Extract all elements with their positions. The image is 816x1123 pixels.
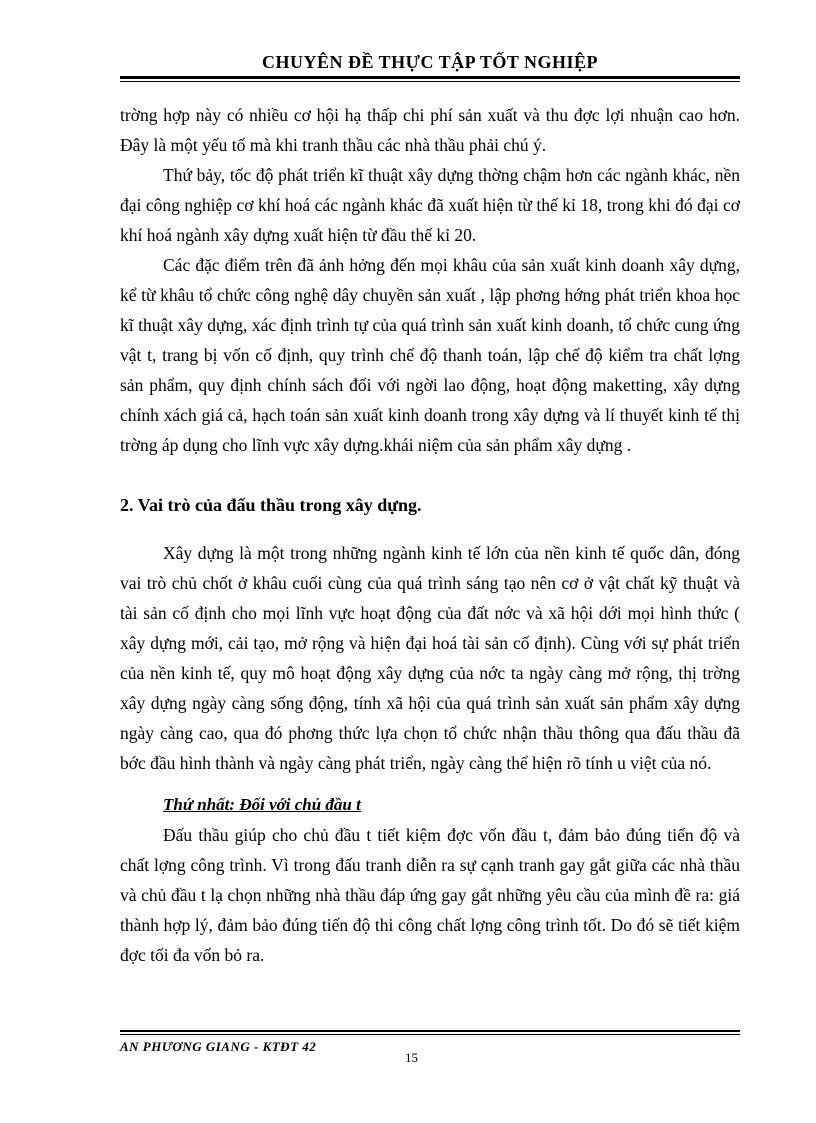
paragraph-2: Thứ bảy, tốc độ phát triển kĩ thuật xây dựng thờng chậm hơn các ngành khác, nền đại công nghiệp cơ khí hoá các ngành khác đã xuất hiện từ thế kỉ 18, trong khi đó đại cơ khí hoá ngành xây dựng xuất hiện từ đầu thế kỉ 20.	[120, 165, 740, 245]
paragraph-4: Xây dựng là một trong những ngành kinh tế lớn của nền kinh tế quốc dân, đóng vai trò chủ chốt ở khâu cuối cùng của quá trình sáng tạo nên cơ ở vật chất kỹ thuật và tài sản cố định cho mọi lĩnh vực hoạt động của đất nớc và xã hội dới mọi hình thức ( xây dựng mới, cải tạo, mở rộng và hiện đại hoá tài sản cố định). Cùng với sự phát triển của nền kinh tế, quy mô hoạt động xây dựng của nớc ta ngày càng mở rộng, thị trờng xây dựng ngày càng sống động, tính xã hội của quá trình sản xuất sản phẩm xây dựng ngày càng cao, qua đó phơng thức lựa chọn tổ chức nhận thầu thông qua đấu thầu đã bớc đầu hình thành và ngày càng phát triển, ngày càng thể hiện rõ tính u việt của nó.	[120, 543, 740, 773]
header-title: CHUYÊN ĐỀ THỰC TẬP TỐT NGHIỆP	[261, 52, 599, 72]
subsection-heading: Thứ nhất: Đối với chủ đầu t	[163, 795, 361, 814]
footer-rule-thick	[120, 1030, 740, 1032]
paragraph-1: trờng hợp này có nhiều cơ hội hạ thấp chi phí sản xuất và thu đợc lợi nhuận cao hơn. Đây là một yếu tố mà khi tranh thầu các nhà thầu phải chú ý.	[120, 105, 740, 155]
header-rule-thick	[120, 76, 740, 79]
footer-rule-thin	[120, 1034, 740, 1035]
paragraph-3: Các đặc điểm trên đã ảnh hởng đến mọi khâu của sản xuất kinh doanh xây dựng, kể từ khâu tổ chức công nghệ dây chuyền sản xuất , lập phơng hớng phát triển khoa học kĩ thuật xây dựng, xác định trình tự của quá trình sản xuất kinh doanh, tổ chức cung ứng vật t, trang bị vốn cố định, quy trình chế độ thanh toán, lập chế độ kiểm tra chất lợng sản phẩm, quy định chính sách đối với ngời lao động, hoạt động maketting, xây dựng chính xách giá cả, hạch toán sản xuất kinh doanh trong xây dựng và lí thuyết kinh tế thị trờng áp dụng cho lĩnh vực xây dựng.khái niệm của sản phẩm xây dựng .	[120, 255, 740, 455]
section-heading: 2. Vai trò của đấu thầu trong xây dựng.	[120, 495, 422, 515]
paragraph-5: Đấu thầu giúp cho chủ đầu t tiết kiệm đợc vốn đầu t, đảm bảo đúng tiến độ và chất lợng công trình. Vì trong đấu tranh diễn ra sự cạnh tranh gay gắt giữa các nhà thầu và chủ đầu t lạ chọn những nhà thầu đáp ứng gay gắt những yêu cầu của mình đề ra: giá thành hợp lý, đảm bảo đúng tiến độ thi công chất lợng công trình tốt. Do đó sẽ tiết kiệm đợc tối đa vốn bỏ ra.	[120, 825, 740, 965]
page-number: 15	[405, 1050, 418, 1065]
footer-author: AN PHƯƠNG GIANG - KTĐT 42	[120, 1039, 317, 1054]
header-rule-thin	[120, 81, 740, 82]
